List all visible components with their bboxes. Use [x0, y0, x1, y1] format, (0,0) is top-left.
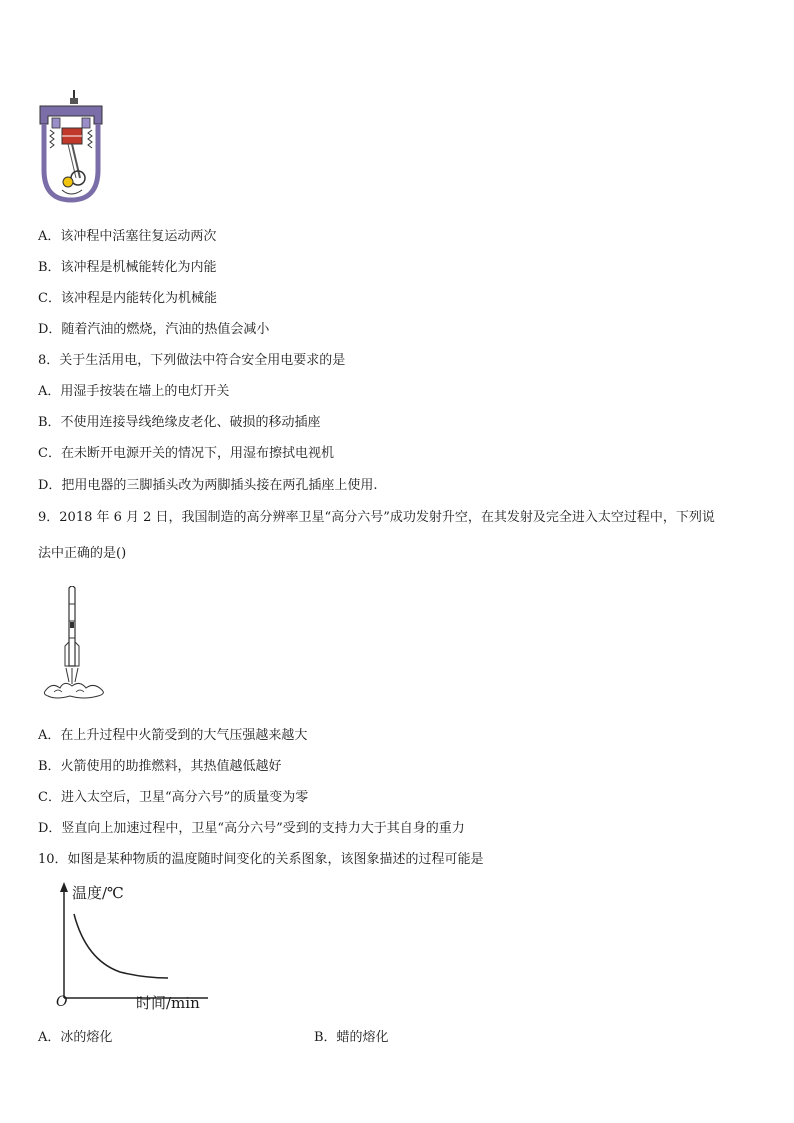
temperature-time-graph: [40, 880, 220, 1015]
q7-option-c: C．该冲程是内能转化为机械能: [38, 291, 217, 306]
q9-option-b: B．火箭使用的助推燃料，其热值越低越好: [38, 759, 282, 774]
q9-option-a: A．在上升过程中火箭受到的大气压强越来越大: [38, 728, 308, 743]
q9-stem-line2: 法中正确的是(): [38, 546, 127, 561]
q8-option-d: D．把用电器的三脚插头改为两脚插头接在两孔插座上使用.: [38, 478, 378, 493]
q10-option-a: A．冰的熔化: [38, 1030, 113, 1045]
y-axis-arrow: [60, 882, 68, 892]
q7-option-b: B．该冲程是机械能转化为内能: [38, 260, 217, 275]
q8-stem: 8．关于生活用电，下列做法中符合安全用电要求的是: [38, 353, 346, 368]
q7-option-d: D．随着汽油的燃烧，汽油的热值会减小: [38, 322, 270, 337]
q9-option-d: D．竖直向上加速过程中，卫星“高分六号”受到的支持力大于其自身的重力: [38, 821, 465, 836]
y-axis-label: 温度/℃: [72, 884, 124, 902]
q9-option-c: C．进入太空后，卫星“高分六号”的质量变为零: [38, 790, 309, 805]
q7-option-a: A．该冲程中活塞往复运动两次: [38, 229, 217, 244]
cooling-curve: [74, 914, 168, 978]
q10-option-b: B．蜡的熔化: [314, 1030, 389, 1045]
q8-option-c: C．在未断开电源开关的情况下，用湿布擦拭电视机: [38, 446, 334, 461]
engine-stroke-figure: [36, 90, 106, 205]
x-axis-label: 时间/min: [136, 994, 200, 1012]
origin-label: O: [56, 994, 68, 1010]
q9-stem-line1: 9．2018 年 6 月 2 日，我国制造的高分辨率卫星“高分六号”成功发射升空，在其发射及完全进入太空过程中，下列说: [38, 510, 715, 525]
q10-stem: 10．如图是某种物质的温度随时间变化的关系图象，该图象描述的过程可能是: [38, 852, 484, 867]
q8-option-b: B．不使用连接导线绝缘皮老化、破损的移动插座: [38, 415, 321, 430]
rocket-figure: [40, 586, 110, 704]
q8-option-a: A．用湿手按装在墙上的电灯开关: [38, 384, 230, 399]
